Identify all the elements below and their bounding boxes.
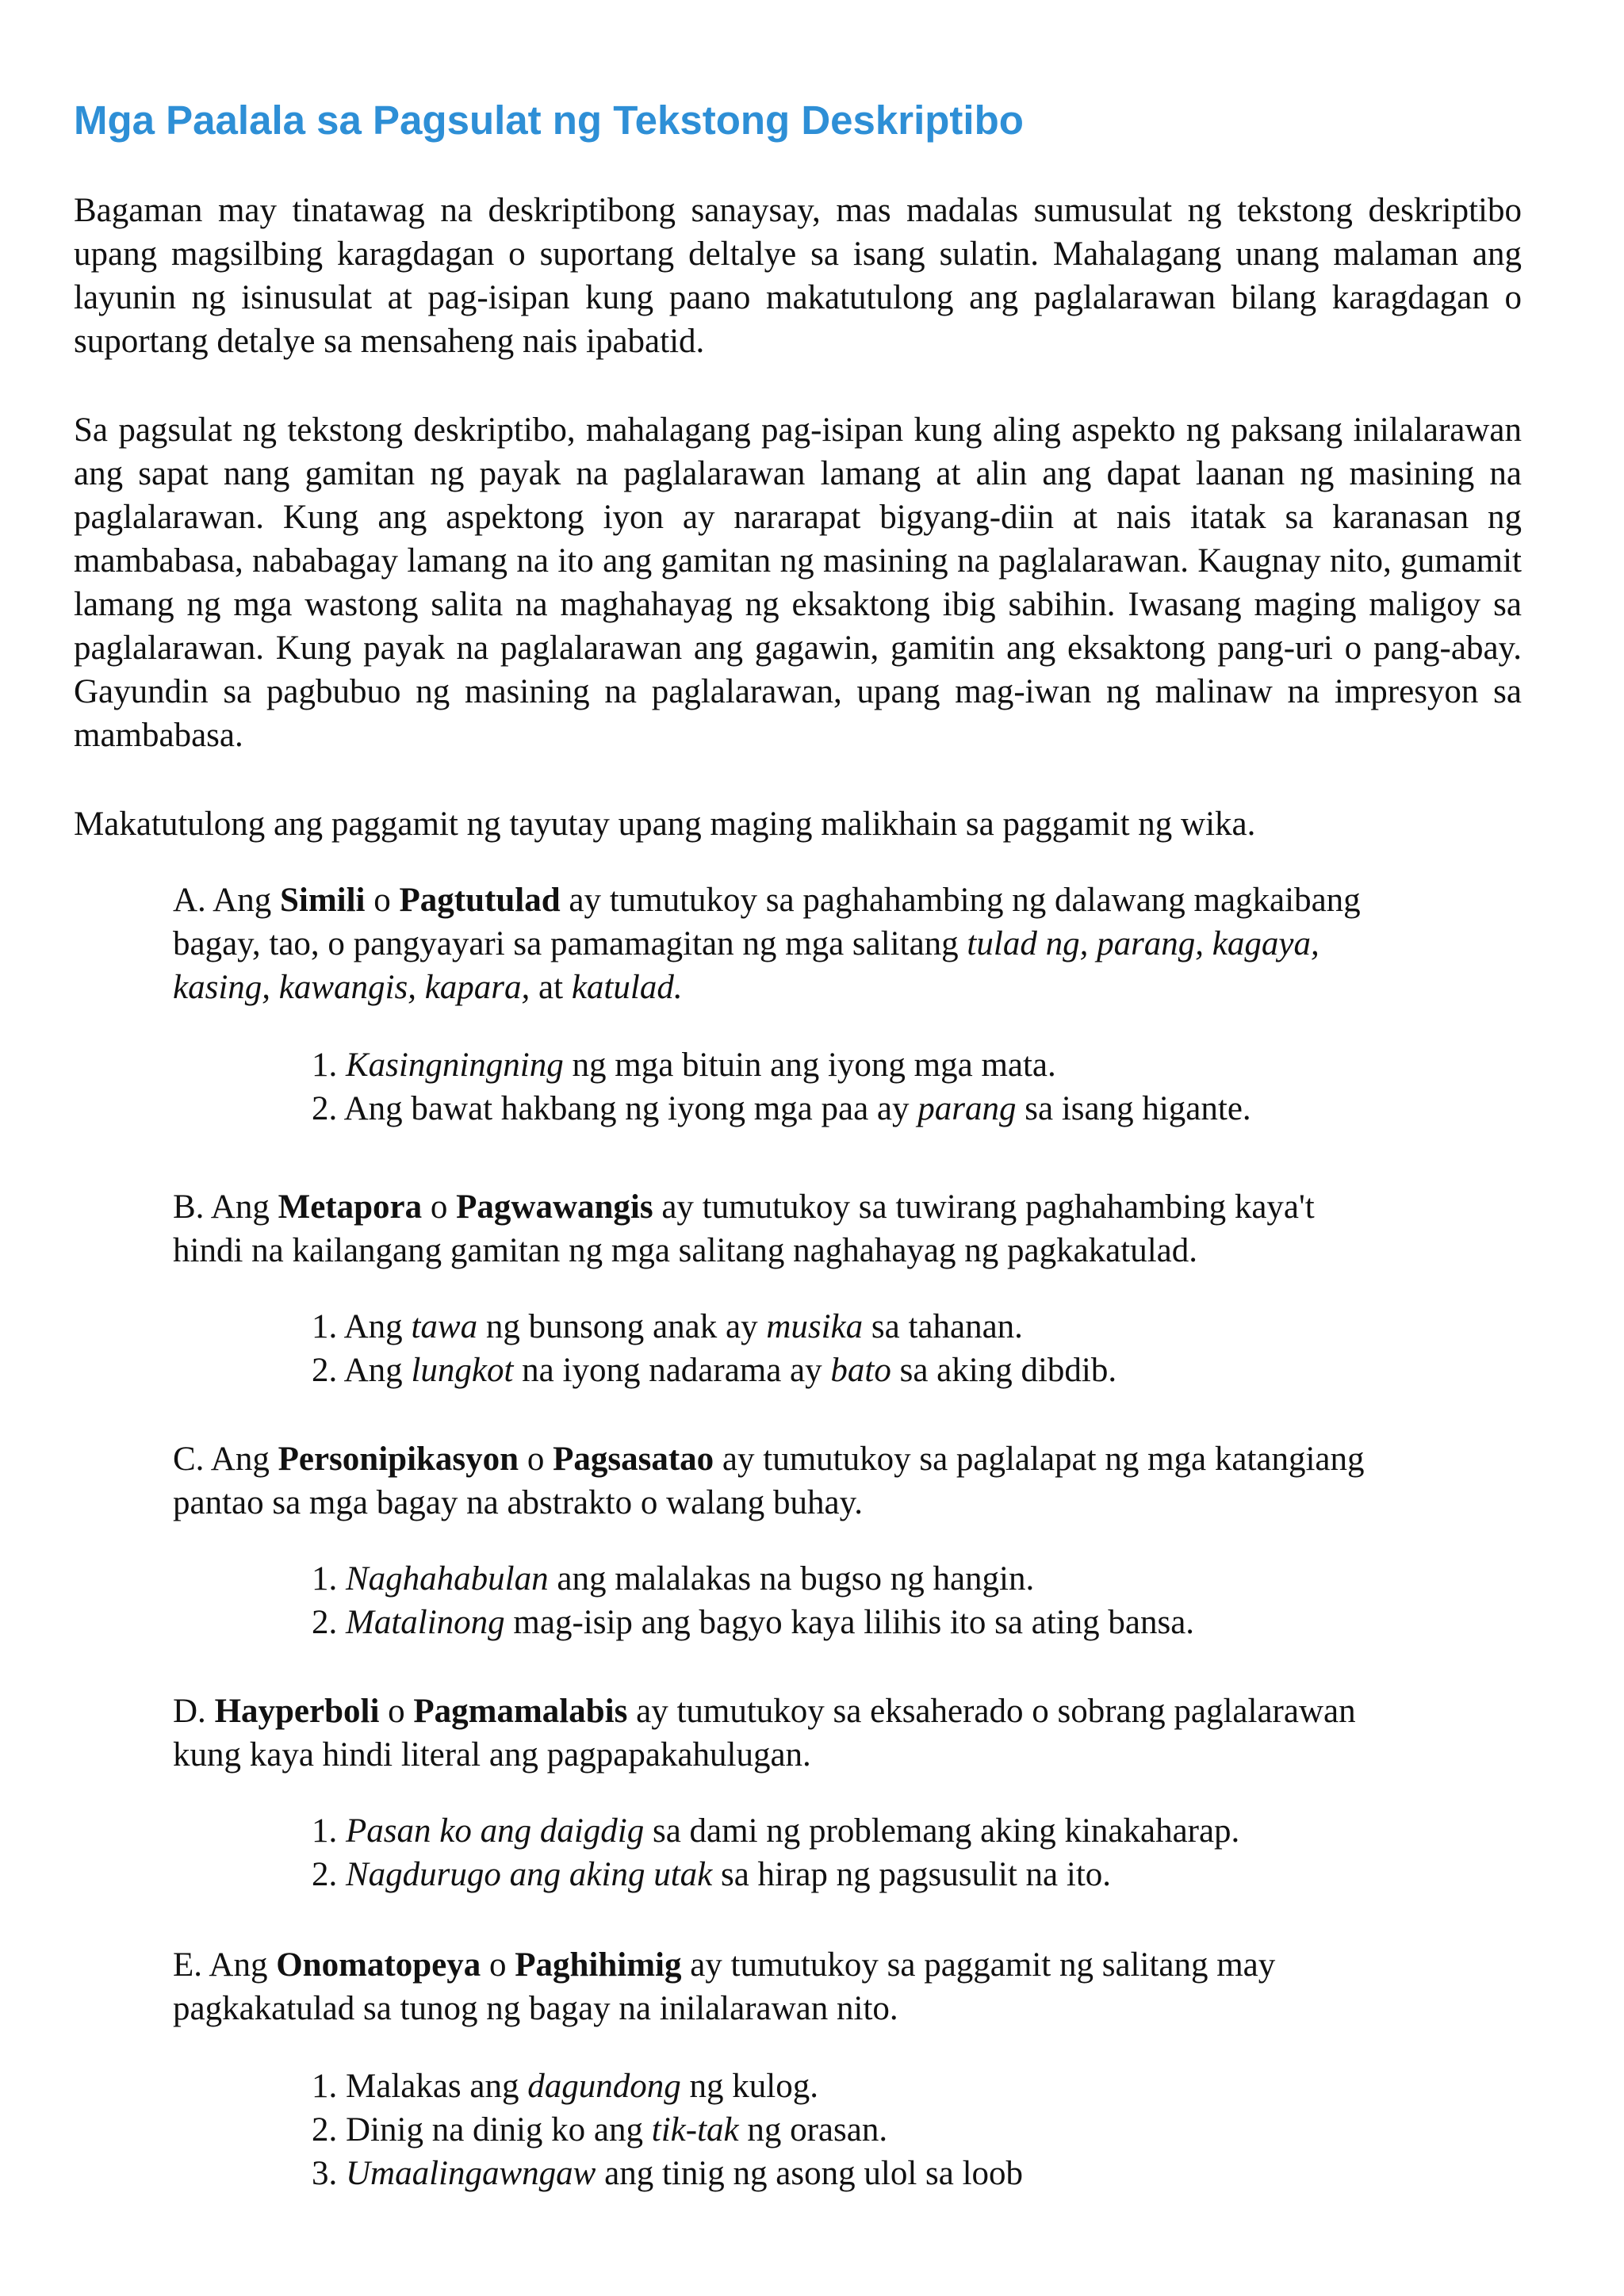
text-segment: o — [422, 1188, 457, 1226]
text-segment: 1. — [312, 1047, 346, 1084]
term-bold: Pagmamalabis — [413, 1693, 628, 1730]
definition-line-c — [173, 1437, 1365, 1481]
term-italic: parang — [917, 1090, 1017, 1127]
text-segment: at — [530, 969, 572, 1006]
term-bold: Pagwawangis — [456, 1188, 653, 1226]
text-segment: sa hirap ng pagsusulit na ito. — [712, 1856, 1112, 1893]
text-segment: A. Ang — [173, 882, 280, 919]
text-segment: ang malalakas na bugso ng hangin. — [548, 1560, 1035, 1598]
example-item-d-1 — [312, 1809, 1239, 1853]
text-segment: o — [481, 1946, 515, 1984]
text-segment: ng kulog. — [680, 2068, 818, 2105]
term-bold: Pagsasatao — [553, 1441, 714, 1478]
term-italic: Umaalingawngaw — [346, 2155, 596, 2192]
text-segment: sa isang higante. — [1016, 1090, 1251, 1127]
text-segment: 1. — [312, 1560, 346, 1598]
text-segment: o — [379, 1693, 414, 1730]
text-segment: D. — [173, 1693, 215, 1730]
definition-line-b — [173, 1229, 1197, 1272]
text-segment: ang tinig ng asong ulol sa loob — [596, 2155, 1024, 2192]
term-italic: Pasan ko ang daigdig — [346, 1812, 645, 1850]
text-segment: ay tumutukoy sa paggamit ng salitang may — [681, 1946, 1276, 1984]
definition-line-a — [173, 878, 1361, 922]
text-segment: hindi na kailangang gamitan ng mga salitang naghahayag ng pagkakatulad. — [173, 1232, 1197, 1269]
text-segment: 3. — [312, 2155, 346, 2192]
text-segment: na iyong nadarama ay — [513, 1352, 831, 1389]
term-italic: tawa — [411, 1308, 478, 1345]
text-segment: 1. Ang — [312, 1308, 412, 1345]
term-italic: tik-tak — [651, 2111, 739, 2149]
example-item-e-3 — [312, 2152, 1023, 2195]
definition-line-e — [173, 1943, 1275, 1987]
term-italic: dagundong — [527, 2068, 681, 2105]
example-item-e-2 — [312, 2108, 887, 2152]
example-item-b-1 — [312, 1305, 1023, 1349]
page-title: Mga Paalala sa Pagsulat ng Tekstong Deskriptibo — [74, 98, 1024, 143]
definition-line-d — [173, 1733, 811, 1777]
text-segment: o — [365, 882, 400, 919]
text-segment: pantao sa mga bagay na abstrakto o walang buhay. — [173, 1484, 864, 1521]
text-segment: mag-isip ang bagyo kaya lilihis ito sa ating bansa. — [504, 1604, 1195, 1641]
definition-line-d — [173, 1689, 1356, 1733]
example-item-d-2 — [312, 1853, 1111, 1896]
text-segment: B. Ang — [173, 1188, 278, 1226]
term-bold: Paghihimig — [515, 1946, 682, 1984]
text-segment: ng bunsong anak ay — [477, 1308, 767, 1345]
definition-line-a — [173, 966, 683, 1009]
text-segment: E. Ang — [173, 1946, 277, 1984]
term-bold: Hayperboli — [214, 1693, 380, 1730]
text-segment: o — [519, 1441, 553, 1478]
text-segment: ay tumutukoy sa eksaherado o sobrang paglalarawan — [627, 1693, 1356, 1730]
term-italic: Nagdurugo ang aking utak — [346, 1856, 713, 1893]
term-bold: Pagtutulad — [399, 882, 561, 919]
intro-paragraph: Bagaman may tinatawag na deskriptibong sanaysay, mas madalas sumusulat ng tekstong deskriptibo upang magsilbing karagdagan o suportang deltalye sa isang sulatin. Mahalagang unang malaman ang layunin ng isinusulat at pag-isipan kung paano makatutulong ang paglalarawan bilang karagdagan o suportang detalye sa mensaheng nais ipabatid. — [74, 192, 1522, 360]
text-segment: 2. Ang bawat hakbang ng iyong mga paa ay — [312, 1090, 918, 1127]
text-segment: ay tumutukoy sa paghahambing ng dalawang magkaibang — [560, 882, 1361, 919]
example-item-c-2 — [312, 1601, 1194, 1644]
text-segment: 2. Dinig na dinig ko ang — [312, 2111, 652, 2149]
term-bold: Metapora — [278, 1188, 423, 1226]
term-italic: lungkot — [411, 1352, 514, 1389]
text-segment: 2. Ang — [312, 1352, 412, 1389]
text-segment: C. Ang — [173, 1441, 278, 1478]
term-bold: Personipikasyon — [278, 1441, 519, 1478]
term-italic: katulad. — [571, 969, 683, 1006]
text-segment: pagkakatulad sa tunog ng bagay na inilalarawan nito. — [173, 1990, 898, 2027]
text-segment: 2. — [312, 1856, 346, 1893]
tayutay-paragraph: Makatutulong ang paggamit ng tayutay upang maging malikhain sa paggamit ng wika. — [74, 806, 1256, 843]
term-italic: Kasingningning — [346, 1047, 564, 1084]
text-segment: bagay, tao, o pangyayari sa pamamagitan ng mga salitang — [173, 925, 967, 962]
example-item-c-1 — [312, 1557, 1034, 1601]
text-segment: sa tahanan. — [863, 1308, 1023, 1345]
text-segment: kung kaya hindi literal ang pagpapakahulugan. — [173, 1736, 811, 1774]
definition-line-b — [173, 1185, 1315, 1229]
text-segment: ng orasan. — [738, 2111, 888, 2149]
definition-line-e — [173, 1987, 898, 2030]
text-segment: sa aking dibdib. — [891, 1352, 1117, 1389]
definition-line-a — [173, 922, 1320, 966]
guidelines-paragraph: Sa pagsulat ng tekstong deskriptibo, mahalagang pag-isipan kung aling aspekto ng paksang inilalarawan ang sapat nang gamitan ng payak na paglalarawan lamang at alin ang dapat laanan ng masining na paglalarawan. Kung ang aspektong iyon ay nararapat bigyang-diin at nais itatak sa karanasan ng mambabasa, nababagay lamang na ito ang gamitan ng masining na paglalarawan. Kaugnay nito, gumamit lamang ng mga wastong salita na maghahayag ng eksaktong ibig sabihin. Iwasang maging maligoy sa paglalarawan. Kung payak na paglalarawan ang gagawin, gamitin ang eksaktong pang-uri o pang-abay. Gayundin sa pagbubuo ng masining na paglalarawan, upang mag-iwan ng malinaw na impresyon sa mambabasa. — [74, 411, 1522, 754]
term-italic: Naghahabulan — [346, 1560, 549, 1598]
example-item-a-1 — [312, 1043, 1056, 1087]
term-italic: musika — [766, 1308, 864, 1345]
text-segment: sa dami ng problemang aking kinakaharap. — [644, 1812, 1240, 1850]
text-segment: ng mga bituin ang iyong mga mata. — [563, 1047, 1056, 1084]
term-italic: bato — [830, 1352, 891, 1389]
text-segment: ay tumutukoy sa tuwirang paghahambing kaya't — [653, 1188, 1315, 1226]
text-segment: ay tumutukoy sa paglalapat ng mga katangiang — [714, 1441, 1365, 1478]
term-italic: tulad ng, parang, kagaya, — [967, 925, 1320, 962]
text-segment: 2. — [312, 1604, 346, 1641]
definition-line-c — [173, 1481, 863, 1525]
term-italic: kasing, kawangis, kapara, — [173, 969, 530, 1006]
example-item-e-1 — [312, 2064, 818, 2108]
term-bold: Simili — [279, 882, 366, 919]
example-item-b-2 — [312, 1349, 1116, 1392]
text-segment: 1. Malakas ang — [312, 2068, 528, 2105]
example-item-a-2 — [312, 1087, 1251, 1131]
term-bold: Onomatopeya — [276, 1946, 481, 1984]
text-segment: 1. — [312, 1812, 346, 1850]
term-italic: Matalinong — [346, 1604, 505, 1641]
